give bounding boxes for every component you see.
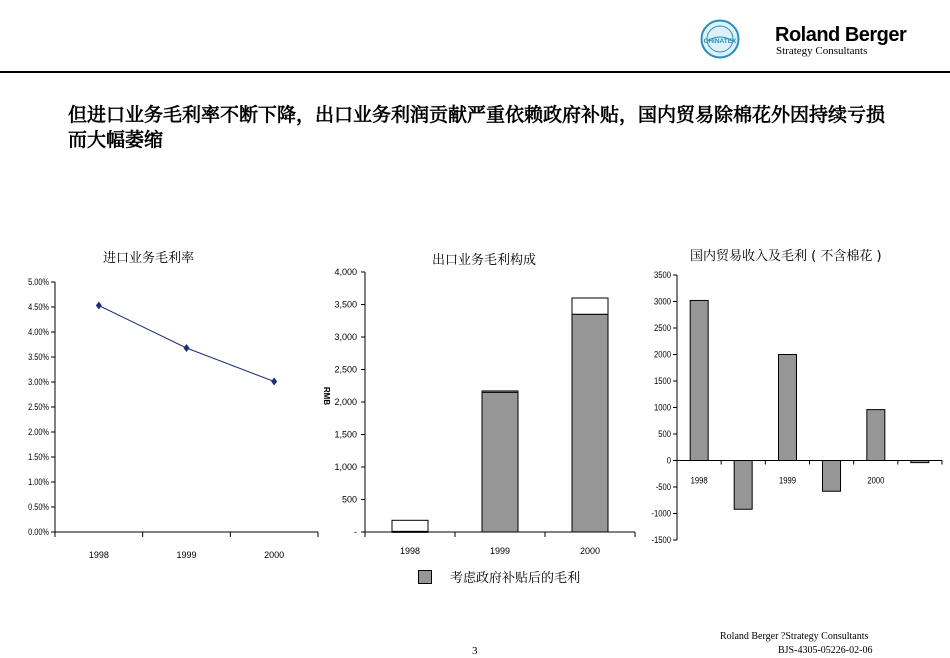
y-tick-label: 2500: [653, 322, 671, 334]
y-tick-label: 4.00%: [28, 327, 50, 338]
y-tick-label: 3,000: [334, 332, 357, 342]
footer-company: Roland Berger ?Strategy Consultants: [720, 631, 869, 642]
y-tick-label: 1,000: [334, 462, 357, 472]
y-axis-label: RMB: [322, 386, 331, 406]
y-tick-label: 1,500: [334, 429, 357, 440]
y-tick-label: 500: [341, 494, 357, 505]
seal-text: CHINATEX: [703, 38, 737, 45]
bar-revenue: [690, 300, 708, 460]
legend-swatch: [418, 570, 432, 584]
y-tick-label: 3,500: [334, 299, 357, 310]
y-tick-label: 0: [666, 454, 671, 466]
x-tick-label: 2000: [867, 474, 885, 486]
bar-revenue: [867, 410, 885, 461]
y-tick-label: 4.50%: [28, 302, 50, 313]
y-tick-label: 1500: [653, 375, 671, 387]
bar-gross-profit: [823, 461, 841, 492]
footer-document-code: BJS-4305-05226-02-06: [778, 645, 873, 656]
y-tick-label: -: [354, 527, 357, 537]
y-tick-label: 3000: [653, 295, 671, 307]
bar-revenue: [779, 355, 797, 461]
y-tick-label: 3500: [653, 269, 671, 281]
y-tick-label: 1.50%: [28, 452, 50, 463]
y-tick-label: -500: [655, 481, 671, 493]
export-chart-title: 出口业务毛利构成: [432, 253, 537, 268]
x-tick-label: 1998: [88, 550, 109, 560]
brand-name: Roland Berger: [775, 24, 907, 46]
y-tick-label: 1.00%: [28, 477, 50, 488]
legend-label: 考虑政府补贴后的毛利: [450, 571, 581, 586]
y-tick-label: 2,500: [334, 364, 357, 375]
bar-gross-profit: [911, 461, 929, 463]
y-tick-label: 0.50%: [28, 502, 50, 513]
x-tick-label: 1998: [690, 474, 708, 486]
domestic-chart-title: 国内贸易收入及毛利 ( 不含棉花 ): [690, 249, 882, 264]
import-chart-title: 进口业务毛利率: [103, 251, 195, 266]
y-tick-label: -1500: [651, 534, 671, 546]
page-number: 3: [472, 645, 478, 657]
y-tick-label: 500: [658, 428, 671, 440]
x-tick-label: 1998: [399, 546, 421, 556]
x-tick-label: 1999: [489, 546, 511, 556]
y-tick-label: -1000: [651, 507, 671, 519]
brand-subtitle: Strategy Consultants: [776, 45, 868, 57]
y-tick-label: 2,000: [334, 397, 357, 407]
y-tick-label: 3.00%: [28, 377, 50, 388]
y-tick-label: 1000: [653, 401, 671, 413]
y-tick-label: 3.50%: [28, 352, 50, 363]
x-tick-label: 2000: [579, 546, 601, 556]
x-tick-label: 2000: [264, 550, 285, 560]
y-tick-label: 4,000: [334, 267, 357, 277]
page-title: 但进口业务毛利率不断下降，出口业务利润贡献严重依赖政府补贴，国内贸易除棉花外因持续亏损而大幅萎缩: [68, 104, 886, 151]
y-tick-label: 5.00%: [28, 277, 50, 288]
y-tick-label: 2.50%: [28, 402, 50, 413]
y-tick-label: 2000: [653, 348, 671, 360]
export-legend: [418, 567, 580, 586]
x-tick-label: 1999: [176, 550, 197, 560]
bar-gross-profit: [734, 461, 752, 510]
y-tick-label: 2.00%: [28, 427, 50, 438]
x-tick-label: 1999: [778, 474, 797, 486]
y-tick-label: 0.00%: [28, 527, 50, 538]
